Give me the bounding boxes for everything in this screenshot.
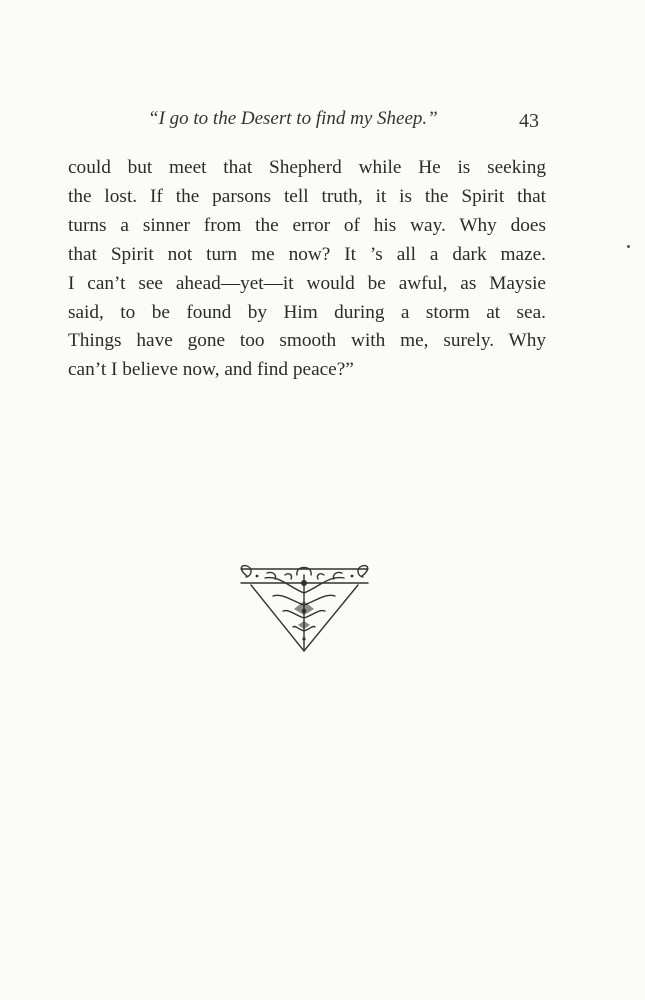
page-number: 43 (519, 110, 539, 132)
floral-tailpiece-icon (237, 563, 372, 655)
running-title: “I go to the Desert to find my Sheep.” (148, 108, 438, 129)
text-line: Things have gone too smooth with me, surely. Why (68, 330, 546, 352)
text-line: turns a sinner from the error of his way. Why does (68, 214, 546, 236)
body-paragraph (68, 154, 546, 385)
text-line: I can’t see ahead—yet—it would be awful, as Maysie (68, 272, 546, 294)
text-line: could but meet that Shepherd while He is seeking (68, 157, 546, 178)
text-line: that Spirit not turn me now? It ’s all a dark maze. (68, 243, 546, 265)
text-line: can’t I believe now, and find peace?” (68, 359, 354, 381)
text-line: said, to be found by Him during a storm at sea. (68, 301, 546, 323)
text-line: the lost. If the parsons tell truth, it is the Spirit that (68, 185, 546, 207)
print-speck (627, 245, 630, 248)
